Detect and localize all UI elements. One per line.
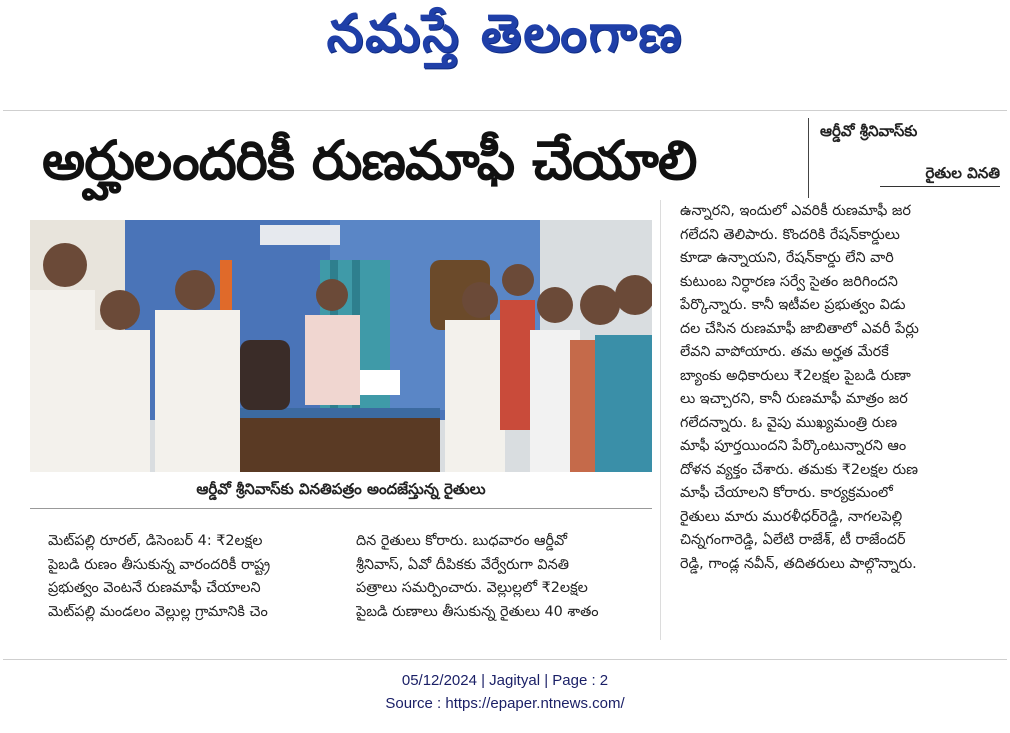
body-line: దిన రైతులు కోరారు. బుధవారం ఆర్డీవో	[356, 533, 568, 549]
body-line: పేర్కొన్నారు. కానీ ఇటీవల ప్రభుత్వం విడు	[680, 297, 906, 313]
body-line: కూడా ఉన్నాయని, రేషన్‌కార్డు లేని వారి	[680, 250, 894, 266]
body-line: శ్రీనివాస్, ఏవో దీపికకు వేర్వేరుగా వినతి	[356, 556, 570, 573]
body-line: పత్రాలు సమర్పించారు. వెల్లుల్లలో ₹2లక్షల	[356, 580, 588, 596]
body-line: గలేదని తెలిపారు. కొందరికి రేషన్‌కార్డులు	[680, 226, 900, 243]
body-line: దోళన వ్యక్తం చేశారు. తమకు ₹2లక్షల రుణ	[680, 461, 918, 478]
photo-caption: ఆర్డీవో శ్రీనివాస్‌కు వినతిపత్రం అందజేస్తున్న రైతులు	[30, 480, 652, 509]
body-line: మెట్‌పల్లి రూరల్, డిసెంబర్ 4: ₹2లక్షల	[48, 533, 263, 549]
body-line: బ్యాంకు అధికారులు ₹2లక్షల పైబడి రుణా	[680, 367, 911, 384]
body-line: మాఫీ పూర్తయిందని పేర్కొంటున్నారని ఆం	[680, 438, 907, 454]
body-line: చిన్నగంగారెడ్డి, ఏలేటి రాజేశ్, టీ రాజేందర్	[680, 532, 906, 548]
body-line: లు ఇచ్చారని, కానీ రుణమాఫీ మాత్రం జర	[680, 391, 908, 407]
body-line: మాఫీ చేయాలని కోరారు. కార్యక్రమంలో	[680, 485, 893, 501]
kicker-divider	[808, 118, 809, 198]
body-line: పైబడి రుణాలు తీసుకున్న రైతులు 40 శాతం	[356, 603, 599, 620]
photo-illustration	[30, 220, 652, 472]
edition-info: 05/12/2024 | Jagityal | Page : 2	[401, 672, 609, 689]
masthead	[0, 0, 1010, 80]
kicker-line-1: ఆర్డీవో శ్రీనివాస్‌కు	[820, 122, 918, 140]
body-line: ప్రభుత్వం వెంటనే రుణమాఫీ చేయాలని	[48, 580, 261, 596]
kicker-line-2: రైతుల వినతి	[880, 164, 1000, 187]
body-line: రెడ్డి, గాండ్ల నవీన్, తదితరులు పాల్గొన్నారు.	[680, 555, 917, 572]
body-line: కుటుంబ నిర్ధారణ సర్వే సైతం జరిగిందని	[680, 273, 898, 290]
source-link[interactable]: Source : https://epaper.ntnews.com/	[385, 695, 625, 712]
article-column-right	[680, 200, 990, 576]
body-line: పైబడి రుణం తీసుకున్న వారందరికీ రాష్ట్ర	[48, 556, 271, 573]
body-line: గలేదన్నారు. ఓ వైపు ముఖ్యమంత్రి రుణ	[680, 414, 898, 431]
newspaper-logo: నమస్తే తెలంగాణ	[326, 4, 684, 64]
news-photo	[30, 220, 652, 472]
article-column-middle	[356, 530, 652, 624]
body-line: మెట్‌పల్లి మండలం వెల్లుల్ల గ్రామానికి చెం	[48, 603, 268, 620]
body-line: రైతులు మారు మురళీధర్‌రెడ్డి, నాగలపెల్లి	[680, 508, 903, 525]
article-headline: అర్హులందరికీ రుణమాఫీ చేయాలి	[42, 129, 697, 192]
column-divider	[660, 200, 661, 640]
body-line: దల చేసిన రుణమాఫీ జాబితాలో ఎవరీ పేర్లు	[680, 320, 919, 337]
body-line: లేవని వాపోయారు. తమ అర్హత మేరకే	[680, 344, 889, 360]
body-line: ఉన్నారని, ఇందులో ఎవరికీ రుణమాఫీ జర	[680, 203, 911, 219]
article-column-left	[48, 530, 338, 624]
